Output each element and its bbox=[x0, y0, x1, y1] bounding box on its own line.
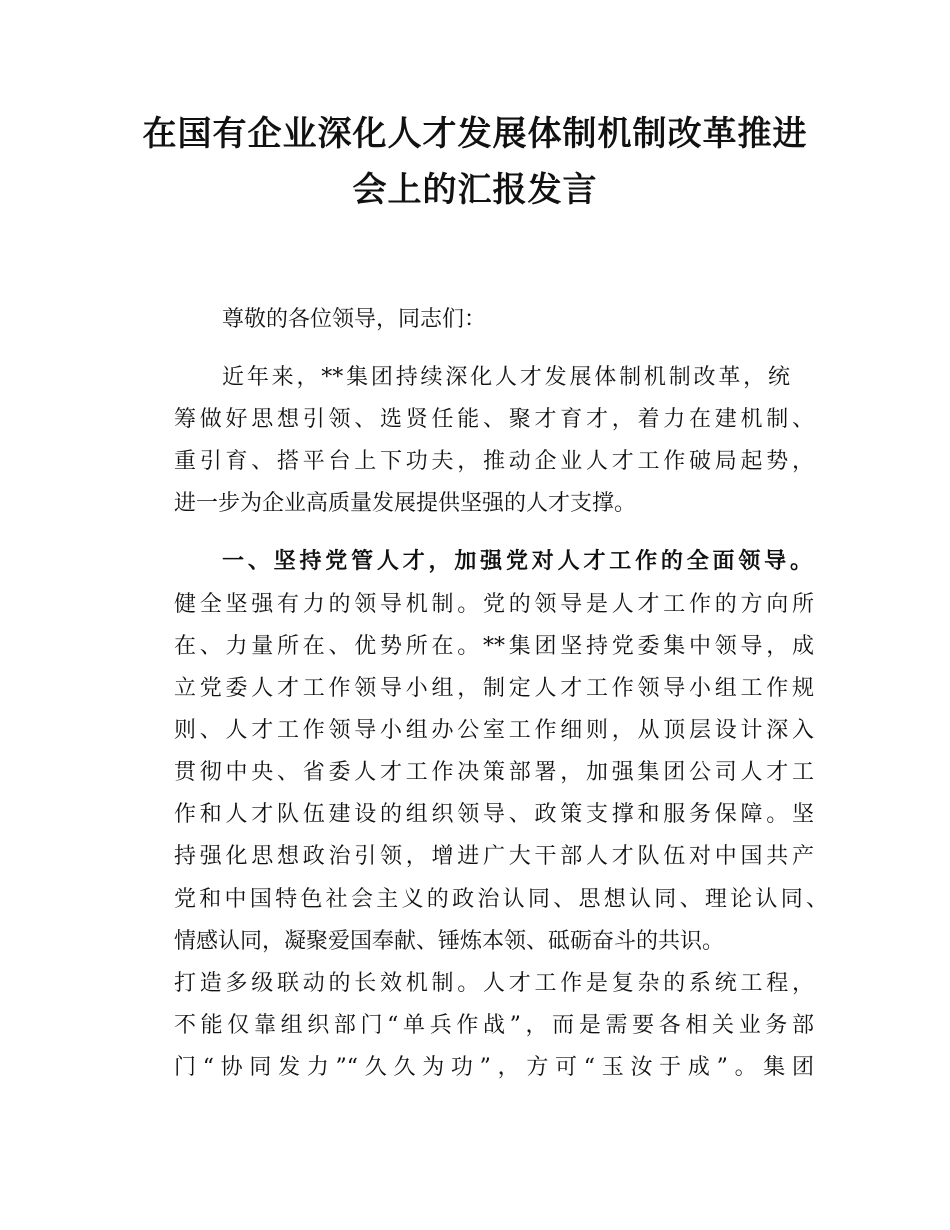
body-line: 党和中国特色社会主义的政治认同、思想认同、理论认同、 bbox=[174, 887, 828, 912]
body-line: 作和人才队伍建设的组织领导、政策支撑和服务保障。坚 bbox=[174, 802, 814, 827]
intro-line: 进一步为企业高质量发展提供坚强的人才支撑。 bbox=[174, 491, 637, 516]
body-line: 情感认同，凝聚爱国奉献、锤炼本领、砥砺奋斗的共识。 bbox=[174, 929, 725, 954]
body-line: 打造多级联动的长效机制。人才工作是复杂的系统工程， bbox=[174, 971, 814, 996]
body-line: 则、人才工作领导小组办公室工作细则，从顶层设计深入 bbox=[174, 718, 814, 743]
body-line: 门“协同发力”“久久为功”，方可“玉汝于成”。集团 bbox=[174, 1055, 814, 1080]
body-line: 在、力量所在、优势所在。**集团坚持党委集中领导，成 bbox=[174, 634, 814, 659]
body-line: 持强化思想政治引领，增进广大干部人才队伍对中国共产 bbox=[174, 844, 814, 869]
document-title-line-2: 会上的汇报发言 bbox=[352, 170, 598, 210]
salutation: 尊敬的各位领导，同志们： bbox=[222, 307, 487, 332]
intro-line: 近年来，**集团持续深化人才发展体制机制改革，统 bbox=[222, 365, 790, 390]
document-title-line-1: 在国有企业深化人才发展体制机制改革推进 bbox=[142, 114, 808, 154]
body-line: 立党委人才工作领导小组，制定人才工作领导小组工作规 bbox=[174, 676, 814, 701]
intro-line: 重引育、搭平台上下功夫，推动企业人才工作破局起势， bbox=[174, 449, 814, 474]
intro-line: 筹做好思想引领、选贤任能、聚才育才，着力在建机制、 bbox=[174, 407, 814, 432]
body-line: 健全坚强有力的领导机制。党的领导是人才工作的方向所 bbox=[174, 592, 814, 617]
body-line: 贯彻中央、省委人才工作决策部署，加强集团公司人才工 bbox=[174, 760, 814, 785]
section-heading: 一、坚持党管人才，加强党对人才工作的全面领导。 bbox=[222, 549, 812, 574]
body-line: 不能仅靠组织部门“单兵作战”，而是需要各相关业务部 bbox=[174, 1013, 814, 1038]
